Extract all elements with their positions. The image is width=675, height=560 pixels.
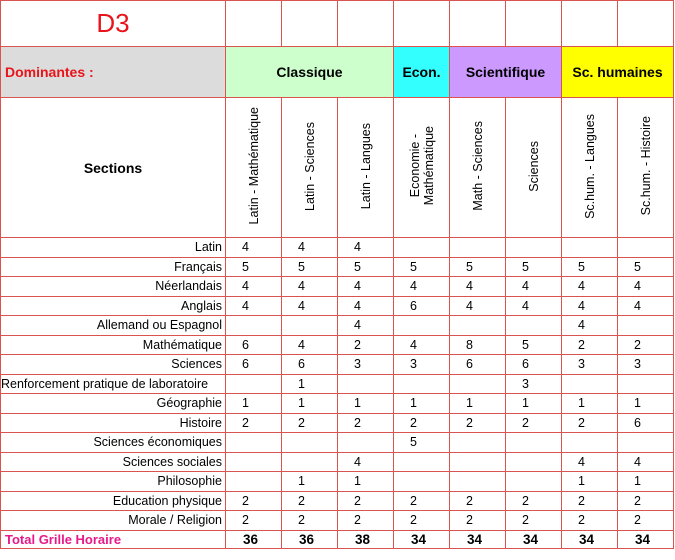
hours-cell: 2 <box>618 511 674 531</box>
hours-cell <box>562 433 618 453</box>
hours-cell: 2 <box>562 491 618 511</box>
section-header <box>282 98 338 238</box>
hours-cell <box>282 316 338 336</box>
subject-label: Géographie <box>1 394 226 414</box>
hours-cell: 4 <box>562 316 618 336</box>
empty-cell <box>282 1 338 47</box>
dominantes-label: Dominantes : <box>1 47 226 98</box>
hours-cell: 1 <box>618 394 674 414</box>
hours-cell: 5 <box>450 257 506 277</box>
hours-cell <box>562 238 618 258</box>
hours-cell: 4 <box>450 277 506 297</box>
section-header <box>226 98 282 238</box>
subject-label: Français <box>1 257 226 277</box>
hours-cell: 2 <box>282 413 338 433</box>
hours-cell: 4 <box>226 296 282 316</box>
total-value: 36 <box>226 530 282 548</box>
hours-cell: 6 <box>394 296 450 316</box>
hours-cell: 8 <box>450 335 506 355</box>
subject-label: Mathématique <box>1 335 226 355</box>
empty-cell <box>506 1 562 47</box>
hours-cell: 4 <box>338 238 394 258</box>
hours-cell: 2 <box>450 511 506 531</box>
hours-cell <box>226 452 282 472</box>
hours-cell <box>282 452 338 472</box>
hours-cell: 4 <box>338 452 394 472</box>
subject-label: Sciences sociales <box>1 452 226 472</box>
hours-cell: 5 <box>338 257 394 277</box>
hours-cell: 2 <box>394 413 450 433</box>
hours-cell: 1 <box>226 394 282 414</box>
hours-cell: 4 <box>618 452 674 472</box>
hours-cell: 2 <box>226 491 282 511</box>
hours-cell <box>394 374 450 394</box>
hours-cell: 2 <box>282 511 338 531</box>
total-row <box>1 530 674 548</box>
hours-cell: 4 <box>562 452 618 472</box>
hours-cell: 4 <box>506 277 562 297</box>
total-value: 36 <box>282 530 338 548</box>
table-row <box>1 355 674 375</box>
hours-cell: 2 <box>618 335 674 355</box>
hours-cell <box>618 374 674 394</box>
hours-cell: 2 <box>618 491 674 511</box>
hours-cell <box>226 472 282 492</box>
hours-cell: 3 <box>562 355 618 375</box>
total-label: Total Grille Horaire <box>1 530 226 548</box>
section-header <box>562 98 618 238</box>
hours-cell: 1 <box>282 374 338 394</box>
hours-cell <box>394 452 450 472</box>
hours-cell <box>506 238 562 258</box>
hours-cell: 5 <box>506 335 562 355</box>
hours-cell: 4 <box>226 238 282 258</box>
hours-cell <box>506 433 562 453</box>
hours-cell <box>226 374 282 394</box>
hours-cell <box>394 316 450 336</box>
hours-cell <box>506 472 562 492</box>
hours-cell: 6 <box>506 355 562 375</box>
hours-cell <box>506 316 562 336</box>
section-header <box>394 98 450 238</box>
dominantes-row <box>1 47 674 98</box>
hours-cell: 2 <box>506 511 562 531</box>
total-value: 34 <box>394 530 450 548</box>
table-row <box>1 316 674 336</box>
hours-cell: 1 <box>618 472 674 492</box>
hours-cell: 6 <box>282 355 338 375</box>
empty-cell <box>618 1 674 47</box>
hours-cell <box>618 316 674 336</box>
hours-cell <box>618 433 674 453</box>
hours-cell: 4 <box>338 277 394 297</box>
hours-cell: 6 <box>226 335 282 355</box>
subject-label: Histoire <box>1 413 226 433</box>
hours-cell: 4 <box>282 238 338 258</box>
hours-cell <box>338 433 394 453</box>
subject-label: Néerlandais <box>1 277 226 297</box>
hours-cell: 2 <box>562 335 618 355</box>
hours-cell: 5 <box>226 257 282 277</box>
empty-cell <box>562 1 618 47</box>
section-label: Latin - Sciences <box>302 121 317 211</box>
subject-label: Allemand ou Espagnol <box>1 316 226 336</box>
hours-cell: 6 <box>226 355 282 375</box>
hours-cell: 4 <box>394 277 450 297</box>
hours-cell <box>450 433 506 453</box>
subject-label: Sciences économiques <box>1 433 226 453</box>
hours-cell: 3 <box>618 355 674 375</box>
empty-cell <box>338 1 394 47</box>
hours-cell: 2 <box>338 413 394 433</box>
hours-cell: 2 <box>506 491 562 511</box>
table-row <box>1 394 674 414</box>
section-label: Latin - Mathématique <box>246 107 261 225</box>
hours-cell: 1 <box>394 394 450 414</box>
hours-cell: 2 <box>394 511 450 531</box>
hours-cell <box>450 238 506 258</box>
hours-cell <box>450 316 506 336</box>
subject-label: Renforcement pratique de laboratoire <box>1 374 226 394</box>
table-row <box>1 452 674 472</box>
hours-cell: 3 <box>506 374 562 394</box>
page-title: D3 <box>1 1 226 47</box>
hours-cell: 1 <box>562 472 618 492</box>
hours-cell: 5 <box>282 257 338 277</box>
sections-label: Sections <box>1 98 226 238</box>
hours-cell <box>562 374 618 394</box>
hours-cell <box>394 472 450 492</box>
hours-cell: 4 <box>338 316 394 336</box>
hours-cell: 1 <box>562 394 618 414</box>
hours-cell: 1 <box>282 394 338 414</box>
hours-cell: 2 <box>226 511 282 531</box>
hours-cell: 2 <box>394 491 450 511</box>
sections-header-row <box>1 98 674 238</box>
dominante-classique: Classique <box>226 47 394 98</box>
hours-cell: 4 <box>282 335 338 355</box>
hours-cell: 1 <box>338 472 394 492</box>
hours-cell: 2 <box>562 413 618 433</box>
hours-cell: 6 <box>618 413 674 433</box>
hours-cell <box>226 316 282 336</box>
hours-cell <box>450 374 506 394</box>
hours-cell: 1 <box>450 394 506 414</box>
hours-cell: 5 <box>618 257 674 277</box>
hours-cell: 4 <box>450 296 506 316</box>
dominante-econ: Econ. <box>394 47 450 98</box>
hours-cell: 2 <box>226 413 282 433</box>
subject-label: Anglais <box>1 296 226 316</box>
section-label: Sc.hum. - Langues <box>582 113 597 219</box>
hours-cell: 4 <box>282 277 338 297</box>
hours-cell: 5 <box>506 257 562 277</box>
total-value: 34 <box>450 530 506 548</box>
hours-cell: 5 <box>394 257 450 277</box>
total-value: 38 <box>338 530 394 548</box>
hours-cell: 4 <box>562 277 618 297</box>
hours-cell: 3 <box>394 355 450 375</box>
dominante-scientifique: Scientifique <box>450 47 562 98</box>
hours-cell <box>394 238 450 258</box>
hours-cell: 2 <box>282 491 338 511</box>
hours-cell: 2 <box>450 491 506 511</box>
section-label: Sciences <box>526 140 541 192</box>
hours-cell <box>450 472 506 492</box>
table-row <box>1 472 674 492</box>
hours-cell: 2 <box>338 491 394 511</box>
hours-cell: 4 <box>506 296 562 316</box>
hours-cell: 5 <box>562 257 618 277</box>
table-row <box>1 433 674 453</box>
hours-cell: 4 <box>226 277 282 297</box>
hours-cell <box>618 238 674 258</box>
dominante-sc-humaines: Sc. humaines <box>562 47 674 98</box>
total-value: 34 <box>506 530 562 548</box>
hours-cell: 5 <box>394 433 450 453</box>
hours-cell <box>226 433 282 453</box>
hours-cell <box>282 433 338 453</box>
total-value: 34 <box>618 530 674 548</box>
hours-cell: 2 <box>562 511 618 531</box>
table-row <box>1 491 674 511</box>
hours-cell <box>506 452 562 472</box>
empty-cell <box>394 1 450 47</box>
total-value: 34 <box>562 530 618 548</box>
subject-label: Philosophie <box>1 472 226 492</box>
hours-cell <box>450 452 506 472</box>
subject-label: Morale / Religion <box>1 511 226 531</box>
section-label: Sc.hum. - Histoire <box>638 116 653 216</box>
hours-cell: 4 <box>562 296 618 316</box>
hours-cell: 4 <box>618 277 674 297</box>
hours-cell: 4 <box>338 296 394 316</box>
table-row <box>1 238 674 258</box>
table-row <box>1 511 674 531</box>
section-label: Economie - Mathématique <box>407 126 436 206</box>
section-header <box>450 98 506 238</box>
table-row <box>1 277 674 297</box>
hours-cell: 3 <box>338 355 394 375</box>
table-row <box>1 335 674 355</box>
hours-cell: 2 <box>338 511 394 531</box>
hours-cell: 4 <box>394 335 450 355</box>
hours-cell: 2 <box>338 335 394 355</box>
hours-cell: 1 <box>506 394 562 414</box>
section-header <box>506 98 562 238</box>
title-row <box>1 1 674 47</box>
table-row <box>1 374 674 394</box>
table-row <box>1 257 674 277</box>
empty-cell <box>450 1 506 47</box>
hours-cell: 1 <box>282 472 338 492</box>
table-row <box>1 413 674 433</box>
section-label: Math - Sciences <box>470 121 485 211</box>
hours-cell: 4 <box>618 296 674 316</box>
section-header <box>618 98 674 238</box>
hours-cell: 1 <box>338 394 394 414</box>
section-label: Latin - Langues <box>358 122 373 210</box>
hours-cell: 6 <box>450 355 506 375</box>
subject-label: Latin <box>1 238 226 258</box>
hours-cell <box>338 374 394 394</box>
hours-cell: 2 <box>450 413 506 433</box>
subject-label: Education physique <box>1 491 226 511</box>
empty-cell <box>226 1 282 47</box>
hours-cell: 2 <box>506 413 562 433</box>
section-header <box>338 98 394 238</box>
hours-cell: 4 <box>282 296 338 316</box>
subject-label: Sciences <box>1 355 226 375</box>
table-row <box>1 296 674 316</box>
